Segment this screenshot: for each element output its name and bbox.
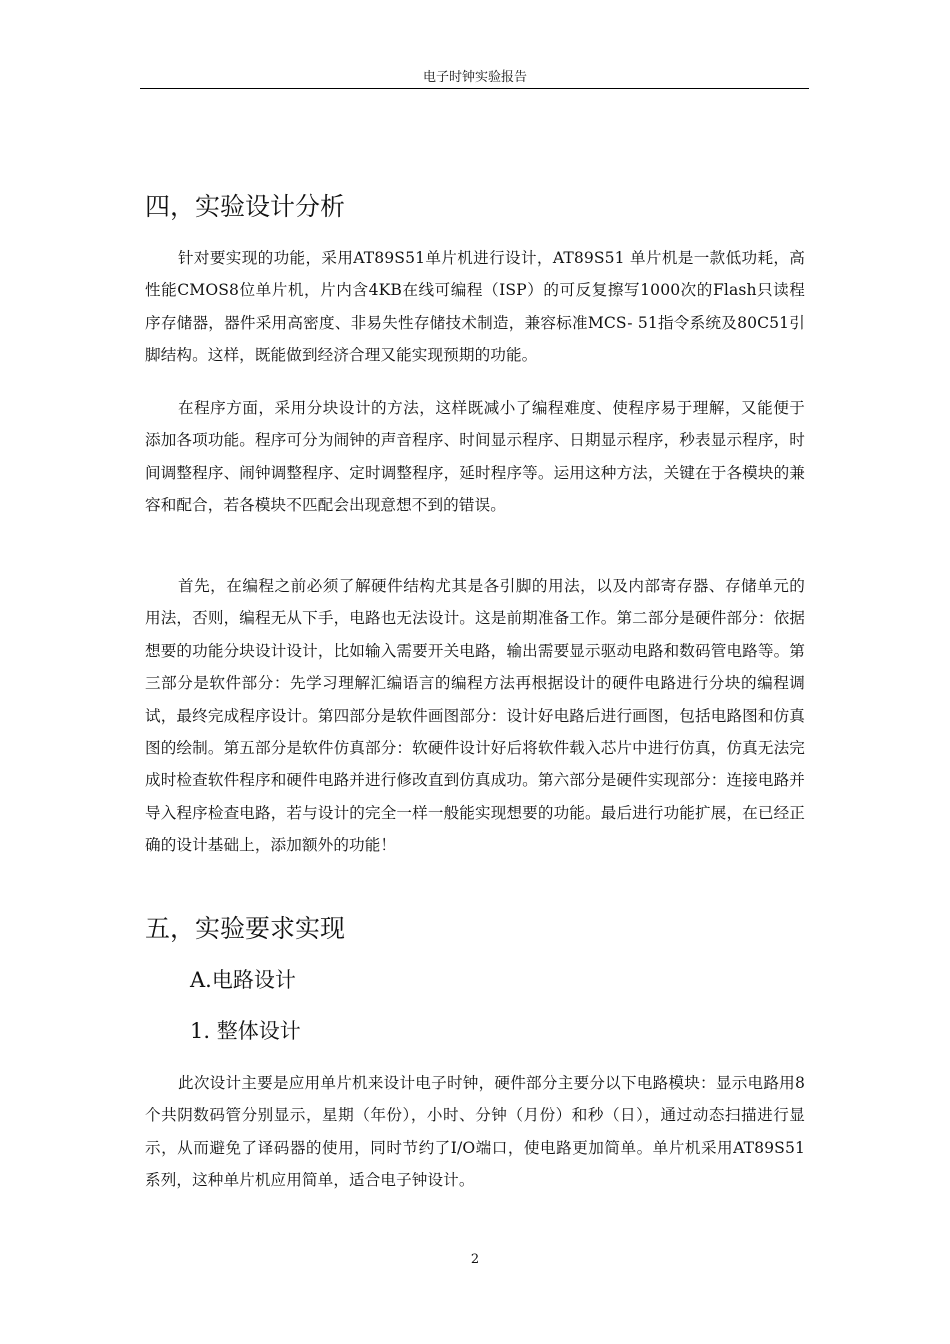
- section-5-heading: 五，实验要求实现: [145, 914, 346, 943]
- section-4-paragraph-2: 在程序方面，采用分块设计的方法，这样既减小了编程难度、使程序易于理解，又能便于添加各项功能。程序可分为闹钟的声音程序、时间显示程序、日期显示程序，秒表显示程序，时间调整程序、闹钟调整程序、定时调整程序，延时程序等。运用这种方法，关键在于各模块的兼容和配合，若各模块不匹配会出现意想不到的错误。: [145, 399, 805, 515]
- page-number: 2: [470, 1252, 480, 1267]
- section-4-paragraph-3: 首先，在编程之前必须了解硬件结构尤其是各引脚的用法，以及内部寄存器、存储单元的用法，否则，编程无从下手，电路也无法设计。这是前期准备工作。第二部分是硬件部分：依据想要的功能分块设计设计，比如输入需要开关电路，输出需要显示驱动电路和数码管电路等。第三部分是软件部分：先学习理解汇编语言的编程方法再根据设计的硬件电路进行分块的编程调试，最终完成程序设计。第四部分是软件画图部分：设计好电路后进行画图，包括电路图和仿真图的绘制。第五部分是软件仿真部分：软硬件设计好后将软件载入芯片中进行仿真，仿真无法完成时检查软件程序和硬件电路并进行修改直到仿真成功。第六部分是硬件实现部分：连接电路并导入程序检查电路，若与设计的完全一样一般能实现想要的功能。最后进行功能扩展，在已经正确的设计基础上，添加额外的功能！: [145, 577, 805, 855]
- section-4-heading: 四，实验设计分析: [145, 192, 346, 221]
- page-header-title: 电子时钟实验报告: [422, 70, 527, 85]
- section-5-paragraph: 此次设计主要是应用单片机来设计电子时钟，硬件部分主要分以下电路模块：显示电路用8个共阴数码管分别显示，星期（年份），小时、分钟（月份）和秒（日），通过动态扫描进行显示，从而避免了译码器的使用，同时节约了I/O端口，使电路更加简单。单片机采用AT89S51系列，这种单片机应用简单，适合电子钟设计。: [145, 1074, 805, 1190]
- section-4-paragraph-1: 针对要实现的功能，采用AT89S51单片机进行设计，AT89S51 单片机是一款低功耗，高性能CMOS8位单片机，片内含4KB在线可编程（ISP）的可反复擦写1000次的Flash只读程序存储器，器件采用高密度、非易失性存储技术制造，兼容标准MCS- 51指令系统及80C51引脚结构。这样，既能做到经济合理又能实现预期的功能。: [145, 249, 805, 365]
- subsection-a-heading: A.电路设计: [190, 968, 296, 992]
- header-divider: [140, 88, 809, 89]
- subsection-1-heading: 1. 整体设计: [190, 1019, 301, 1043]
